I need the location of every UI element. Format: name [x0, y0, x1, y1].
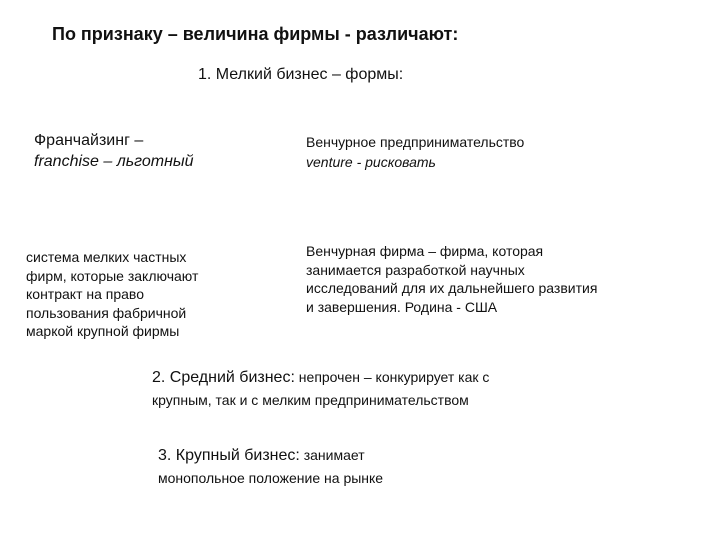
- venture-desc-line: Венчурная фирма – фирма, которая: [306, 243, 544, 259]
- venture-title: [306, 132, 524, 172]
- venture-description: [306, 242, 678, 316]
- franchise-title-line-2: franchise – льготный: [34, 153, 194, 170]
- franchise-desc-line: маркой крупной фирмы: [26, 323, 180, 339]
- venture-desc-line: исследований для их дальнейшего развития: [306, 280, 598, 296]
- page-title: По признаку – величина фирмы - различают:: [52, 24, 459, 44]
- venture-desc-line: и завершения. Родина - США: [306, 298, 498, 315]
- medium-business-section: [152, 366, 572, 411]
- venture-title-line-1: Венчурное предпринимательство: [306, 134, 525, 150]
- venture-desc-line: занимается разработкой научных: [306, 261, 525, 278]
- venture-title-line-2: venture - рисковать: [306, 154, 436, 170]
- franchise-description: [26, 248, 276, 341]
- medium-business-heading: 2. Средний бизнес:: [152, 369, 295, 386]
- franchise-desc-line: пользования фабричной: [26, 304, 187, 321]
- large-business-heading: 3. Крупный бизнес:: [158, 447, 300, 464]
- large-business-text-2: монопольное положение на рынке: [158, 470, 384, 486]
- franchise-desc-line: система мелких частных: [26, 249, 187, 265]
- large-business-section: [158, 444, 458, 489]
- medium-business-text-1: непрочен – конкурирует как с: [294, 369, 490, 385]
- medium-business-text-2: крупным, так и с мелким предпринимательством: [152, 392, 469, 408]
- small-business-heading: 1. Мелкий бизнес – формы:: [198, 66, 404, 83]
- franchise-title-line-1: Франчайзинг –: [34, 132, 144, 149]
- franchise-desc-line: фирм, которые заключают: [26, 267, 199, 284]
- franchise-title: [34, 130, 194, 172]
- large-business-text-1: занимает: [299, 447, 365, 463]
- franchise-desc-line: контракт на право: [26, 286, 144, 302]
